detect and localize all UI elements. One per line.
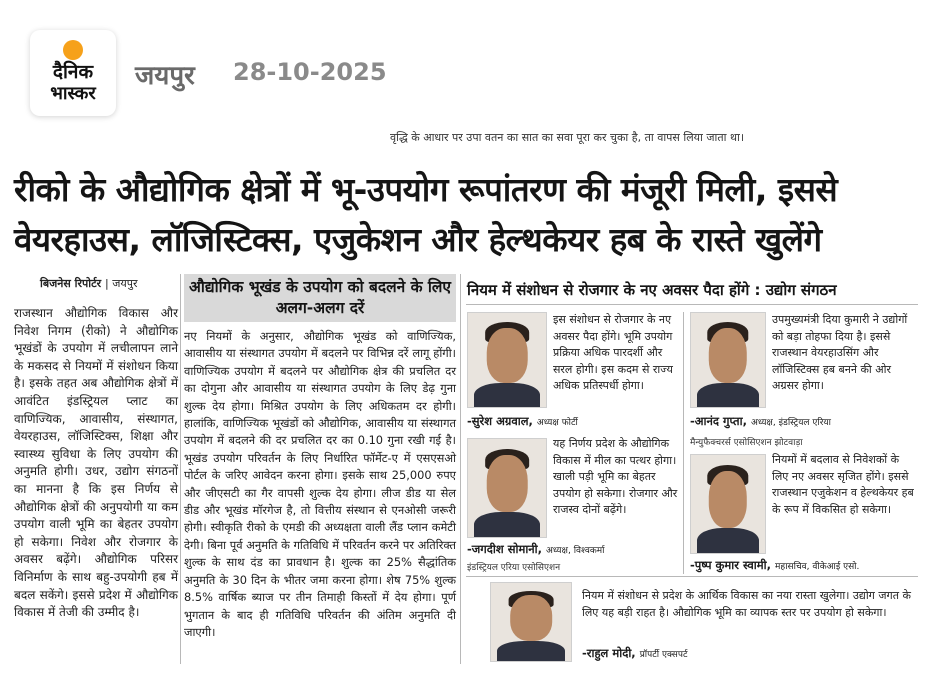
quote-text-1: इस संशोधन से रोजगार के नए अवसर पैदा होंगे। भूमि उपयोग प्रक्रिया अधिक पारदर्शी और सरल होगी। इस कदम से राज्य अधिक प्रतिस्पर्धी होगा।: [553, 313, 673, 392]
quote-role-2: अध्यक्ष, इंडस्ट्रियल एरिया: [750, 418, 831, 428]
quote-name-3: [467, 542, 605, 557]
column-divider: [180, 274, 181, 664]
quote-text-5: नियम में संशोधन से प्रदेश के आर्थिक विकास का नया रास्ता खुलेगा। उद्योग जगत के लिए यह बड़ी राहत है। औद्योगिक भूमि का व्यापक स्तर पर उपयोग हो सकेगा।: [582, 589, 911, 619]
logo-text-line2: भास्कर: [50, 83, 96, 104]
quote-person-4: -पुष्प कुमार स्वामी,: [690, 558, 772, 572]
quote-text-2: उपमुख्यमंत्री दिया कुमारी ने उद्योगों को बड़ा तोहफा दिया है। इससे राजस्थान वेयरहाउसिंग और लॉजिस्टिक्स हब बनने की ओर अग्रसर होगा।: [772, 313, 908, 392]
quote-text-3: यह निर्णय प्रदेश के औद्योगिक विकास में मील का पत्थर होगा। खाली पड़ी भूमि का बेहतर उपयोग हो सकेगा। रोजगार और राजस्व दोनों बढ़ेंगे।: [553, 437, 678, 516]
column-1-body: राजस्थान औद्योगिक विकास और निवेश निगम (रीको) ने औद्योगिक भूखंडों के उपयोग में लचीलापन लाने के मकसद से नियमों में संशोधन किया है। इसके तहत अब औद्योगिक क्षेत्रों में आवंटित इंडस्ट्रियल प्लाट का वाणिज्यिक, आवासीय, संस्थागत, वेयरहाउस, लॉजिस्टिक्स, शिक्षा और स्वास्थ्य सुविधा के लिए उपयोग की अनुमति होगी। उधर, उद्योग संगठनों का मानना है कि इस निर्णय से औद्योगिक क्षेत्रों की अनुपयोगी या कम उपयोग वाली भूमि का बेहतर उपयोग हो सकेगा। निवेश और रोजगार के अवसर बढ़ेंगे। औद्योगिक परिसर विनिर्माण के साथ बहु-उपयोगी हब में बदल सकेंगे। इससे प्रदेश में औद्योगिक विकास में तेजी की उम्मीद है।: [14, 306, 178, 620]
edition-date: 28-10-2025: [233, 58, 387, 86]
sun-icon: [63, 40, 83, 60]
cut-off-text: वृद्धि के आधार पर उपा वतन का सात का सवा पूरा कर चुका है, ता वापस लिया जाता था।: [390, 131, 745, 144]
dainik-bhaskar-logo: [30, 30, 116, 116]
quote-role-3: अध्यक्ष, विश्वकर्मा: [546, 546, 605, 556]
article-column-1: [14, 276, 178, 622]
column-2-body: नए नियमों के अनुसार, औद्योगिक भूखंड को वाणिज्यिक, आवासीय या संस्थागत उपयोग में बदलने पर विभिन्न दरें लागू होंगी। वाणिज्यिक उपयोग में बदलने पर औद्योगिक क्षेत्र की प्रचलित दर का दोगुना और आवासीय या संस्थागत उपयोग के लिए डेढ़ गुना शुल्क देय होगा। मिश्रित उपयोग के लिए अधिकतम दर होगी। हालांकि, वाणिज्यिक भूखंडों को औद्योगिक, आवासीय या संस्थागत उपयोग में बदलने की दर प्रचलित दर का 0.10 गुना रखी गई है। भूखंड उपयोग परिवर्तन के लिए निर्धारित फॉर्मेट-ए में एसएसओ पोर्टल के जरिए आवेदन करना होगा। इसके साथ 25,000 रुपए और जीएसटी का गैर वापसी शुल्क देय होगा। लीज डीड या सेल डीड और भूखंड मॉरगेज है, तो वित्तीय संस्थान से एनओसी जरूरी होगी। स्वीकृति रीको के एमडी की अध्यक्षता वाली लैंड प्लान कमेटी देगी। बिना पूर्व अनुमति के गतिविधि में परिवर्तन करने पर अतिरिक्त शुल्क के साथ दंड का प्रावधान है। शुल्क का 25% सैद्धांतिक अनुमति के 30 दिन के भीतर जमा करना होगा। शेष 75% शुल्क 8.5% वार्षिक ब्याज पर तीन तिमाही किस्तों में देय होगा। पूर्ण भुगतान के बाद ही गतिविधि परिवर्तन की अंतिम अनुमति दी जाएगी।: [184, 329, 456, 639]
column-divider: [460, 274, 461, 664]
header-bar: [0, 0, 932, 128]
quote-person-5: -राहुल मोदी,: [582, 646, 636, 660]
photo-pushp-kumar-swami: [690, 454, 766, 554]
edition-city: जयपुर: [135, 61, 195, 91]
photo-anand-gupta: [690, 312, 766, 408]
quote-role-5: प्रॉपर्टी एक्सपर्ट: [639, 650, 688, 660]
quote-designation-3: इंडस्ट्रियल एरिया एसोसिएशन: [467, 563, 561, 573]
byline-city: | जयपुर: [105, 277, 138, 290]
column-2-subhead: औद्योगिक भूखंड के उपयोग को बदलने के लिए अलग-अलग दरें: [184, 274, 456, 322]
headline: [14, 165, 914, 265]
photo-jagdish-somani: [467, 438, 547, 538]
byline-reporter: बिजनेस रिपोर्टर: [40, 277, 102, 290]
quote-person-2: -आनंद गुप्ता,: [690, 414, 747, 428]
quote-person-1: -सुरेश अग्रवाल,: [467, 414, 533, 428]
headline-line1: रीको के औद्योगिक क्षेत्रों में भू-उपयोग रूपांतरण की मंजूरी मिली, इससे: [14, 170, 838, 209]
quote-text-4: नियमों में बदलाव से निवेशकों के लिए नए अवसर सृजित होंगे। इससे राजस्थान एजुकेशन व हेल्थकेयर हब के रूप में विकसित हो सकेगा।: [772, 453, 914, 516]
section-rule: [466, 304, 918, 305]
industry-reactions-heading: नियम में संशोधन से रोजगार के नए अवसर पैदा होंगे : उद्योग संगठन: [467, 281, 837, 299]
quote-name-5: [582, 646, 688, 661]
section-rule: [466, 576, 918, 577]
quote-divider: [683, 312, 684, 574]
photo-suresh-agarwal: [467, 312, 547, 408]
quote-role-1: अध्यक्ष फोर्टी: [536, 418, 578, 428]
quote-person-3: -जगदीश सोमानी,: [467, 542, 543, 556]
quote-role-4: महासचिव, वीकेआई एसो.: [775, 562, 860, 572]
headline-line2: वेयरहाउस, लॉजिस्टिक्स, एजुकेशन और हेल्थकेयर हब के रास्ते खुलेंगे: [14, 220, 822, 259]
quote-designation-2: मैन्युफैक्चरर्स एसोसिएशन झोटवाड़ा: [690, 438, 803, 448]
photo-rahul-modi: [490, 582, 572, 662]
quote-name-2: [690, 414, 831, 429]
quote-name-4: [690, 558, 859, 573]
article-column-2: [184, 274, 456, 641]
quote-name-1: [467, 414, 578, 429]
logo-text-line1: दैनिक: [52, 61, 94, 83]
byline: [40, 276, 178, 291]
